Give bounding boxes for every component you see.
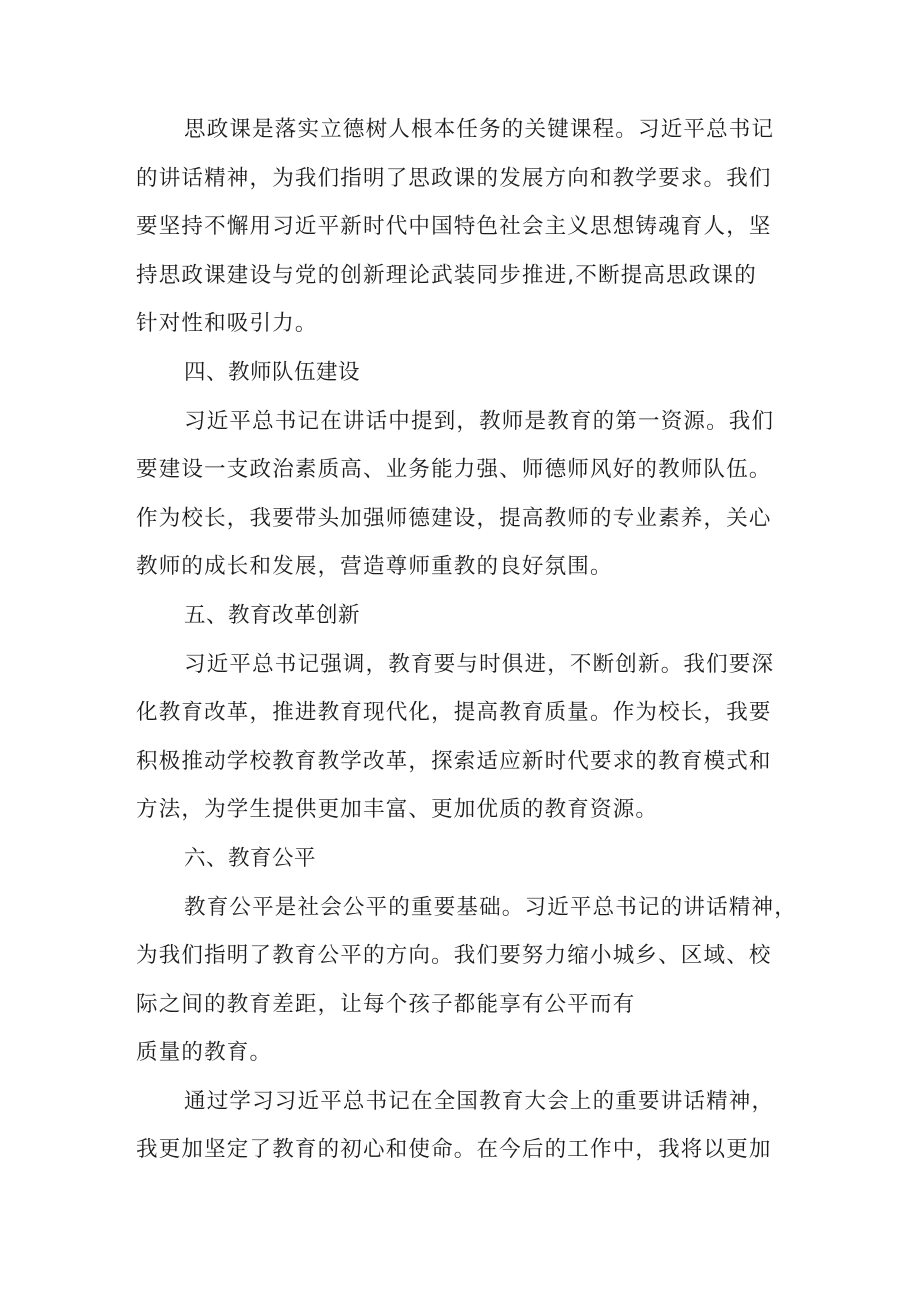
section-heading-education-equity: 六、教育公平 <box>184 845 317 871</box>
section-heading-teacher-team: 四、教师队伍建设 <box>184 359 361 385</box>
text-line: 通过学习习近平总书记在全国教育大会上的重要讲话精神， <box>184 1088 775 1114</box>
text-line: 针对性和吸引力。 <box>136 311 318 337</box>
text-line: 际之间的教育差距，让每个孩子都能享有公平而有 <box>136 991 636 1017</box>
paragraph-education-equity <box>136 884 797 1078</box>
document-body <box>136 106 797 1175</box>
text-line: 思政课是落实立德树人根本任务的关键课程。习近平总书记 <box>184 117 775 142</box>
paragraph-education-reform <box>136 641 788 835</box>
text-line: 化教育改革，推进教育现代化，提高教育质量。作为校长，我要 <box>136 700 772 726</box>
text-line: 我更加坚定了教育的初心和使命。在今后的工作中，我将以更加 <box>136 1137 772 1163</box>
paragraph-conclusion <box>136 1078 788 1175</box>
text-line: 积极推动学校教育教学改革，探索适应新时代要求的教育模式和 <box>136 748 772 774</box>
text-line: 为我们指明了教育公平的方向。我们要努力缩小城乡、区域、校 <box>136 943 772 969</box>
text-line: 的讲话精神，为我们指明了思政课的发展方向和教学要求。我们 <box>136 165 772 191</box>
text-line: 教育公平是社会公平的重要基础。习近平总书记的讲话精神， <box>184 894 797 920</box>
text-line: 持思政课建设与党的创新理论武装同步推进,不断提高思政课的 <box>136 262 757 288</box>
text-line: 习近平总书记强调，教育要与时俱进，不断创新。我们要深 <box>184 651 775 677</box>
text-line: 教师的成长和发展，营造尊师重教的良好氛围。 <box>136 554 613 580</box>
text-line: 质量的教育。 <box>136 1040 273 1066</box>
section-heading-education-reform: 五、教育改革创新 <box>184 602 361 628</box>
paragraph-sizheng-course <box>136 106 788 349</box>
text-line: 作为校长，我要带头加强师德建设，提高教师的专业素养，关心 <box>136 505 772 531</box>
text-line: 要建设一支政治素质高、业务能力强、师德师风好的教师队伍。 <box>136 457 772 483</box>
text-line: 方法，为学生提供更加丰富、更加优质的教育资源。 <box>136 797 659 823</box>
text-line: 习近平总书记在讲话中提到，教师是教育的第一资源。我们 <box>184 408 775 434</box>
paragraph-teacher-team <box>136 398 788 592</box>
text-line: 要坚持不懈用习近平新时代中国特色社会主义思想铸魂育人，坚 <box>136 214 772 240</box>
